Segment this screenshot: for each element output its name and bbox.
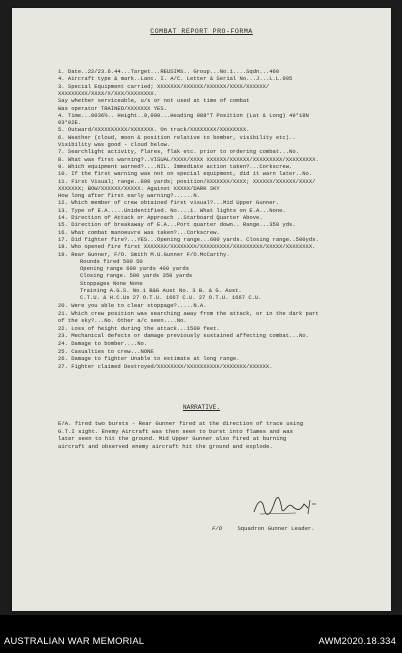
form-line: 19. Rear Gunner, F/O. Smith M.U.Gunner F/O.McCarthy. (58, 250, 230, 258)
gunner-table-row: Training A.G.S. No.1 B&G Aust No. 3 B. & G. Aust. (80, 286, 242, 294)
form-line: 7. Searchlight activity, flares, flak etc. prior to ordering combat...No. (58, 148, 299, 156)
form-line: 1. Date..22/23.6.44...Target...REUSIMS.. Group...No.1....Sqdn...460 (58, 68, 280, 75)
footer-accession-number: AWM2020.18.334 (318, 635, 396, 646)
form-line: 27. Fighter claimed Destroyed/XXXXXXXX/XXXXXXXXXX/XXXXXXX/XXXXXX. (58, 362, 273, 370)
form-line: 18. Who opened fire first XXXXXXX/XXXXXXXX/XXXXXXXXX/XXXXXXXXX/XXXXX/XXXXXXXX. (58, 243, 316, 251)
form-line: 4. Aircraft type & mark..Lanc. I. A/C. Letter & Serial No...J...L.L.905 (58, 75, 293, 83)
form-line: 3. Special Equipment carried; XXXXXXX/XXXXXX/XXXXXX/XXXX/XXXXXX/ (58, 82, 270, 90)
narrative-line: later seen to hit the ground. Mid Upper Gunner also fired at burning (58, 435, 287, 443)
report-page (12, 8, 391, 611)
form-line: 03°02E. (58, 119, 82, 127)
report-title: COMBAT REPORT PRO-FORMA (150, 28, 253, 35)
form-line: 6. Weather (cloud, moon & position relative to bomber, visibility etc).. (58, 133, 296, 141)
form-line: 8. What was first warning?..VISUAL/XXXX/XXXX XXXXXX/XXXXXX/XXXXXXXXX/XXXXXXXXX. (58, 155, 319, 163)
gunner-table-row: Closing range. 500 yards 350 yards (80, 272, 193, 280)
form-line: 12. Which member of crew obtained first visual?...Mid Upper Gunner. (58, 199, 280, 207)
form-line: 23. Mechanical defects or damage previously sustained affecting combat...No. (58, 332, 309, 340)
form-line: 13. Type of E.A.....Unidentified. No....1. What lights on E.A...None. (58, 206, 286, 214)
form-line: 9. Which equipment warned?....NIL. Immediate action taken?...Corkscrew. (58, 162, 293, 170)
form-line: XXXXXXXXX/XXXX/X/XXX/XXXXXXXX. (58, 89, 158, 97)
footer-institution: AUSTRALIAN WAR MEMORIAL (4, 635, 145, 646)
form-line: 10. If the first warning was not on special equipment, did it warn later..No. (58, 170, 313, 178)
gunner-table-row: Rounds fired 500 50 (80, 258, 143, 265)
narrative-line: G.T.I sight. Enemy Aircraft was then seen to burst into flames and was (58, 427, 293, 435)
form-line: 22. Loss of height during the attack...1500 feet. (58, 324, 220, 332)
form-line: Visibility was good - cloud below. (58, 141, 171, 148)
form-line: 26. Damage to fighter Unable to estimate at long range. (58, 355, 240, 363)
form-line: Say whether serviceable, u/s or not used at time of combat (58, 97, 250, 105)
form-line: Was operator TRAINED/XXXXXXX YES. (58, 104, 167, 112)
signature-role: Squadron Gunner Leader. (237, 525, 315, 532)
form-line: 4. Time...0036½.. Height..9,000...Heading 088°T Position (Lat & Long) 49°18N (58, 111, 309, 119)
form-line: 24. Damage to bomber....No. (58, 340, 148, 347)
form-line: How long after first early warning?......N. (58, 192, 200, 200)
signature-rank: F/O (212, 525, 223, 532)
form-line: 17. Did fighter fire?...YES...Opening range...600 yards. Closing range..500yds. (58, 235, 319, 243)
narrative-line: aircraft and observed enemy aircraft hit the ground and explode. (58, 442, 273, 450)
form-line: 14. Direction of Attack or Approach ..Starboard Quarter Above. (58, 214, 263, 221)
form-line: 25. Casualties to crew...NONE (58, 347, 154, 355)
gunner-table-row: C.T.U. & H.C.Us 27 O.T.U. 1667 C.U. 27 O.T.U. 1667 C.U. (80, 294, 262, 301)
form-line: 5. Outward/XXXXXXXXXX/XXXXXXX. On track/XXXXXXXX/XXXXXXXX. (58, 126, 250, 134)
narrative-title: NARRATIVE. (182, 404, 221, 411)
form-line: 11. First Visual; range..800 yards; position/XXXXXXX/XXXX; XXXXXX/XXXXXX/XXXX/ (58, 177, 316, 185)
signature-block (212, 525, 315, 532)
narrative-line: E/A. fired two bursts - Rear Gunner fired at the direction of trace using (58, 420, 304, 427)
form-line: 16. What combat manoeuvre was taken?...Corkscrew. (58, 228, 220, 236)
form-line: 15. Direction of breakaway of E.A...Port quarter down.. Range...350 yds. (58, 221, 296, 229)
form-line: 20. Were you able to clear stoppage?.....N.A. (58, 302, 207, 309)
footer-bar (0, 615, 402, 653)
form-line: 21. Which crew position was searching away from the attack, or in the dark part (58, 309, 319, 317)
gunner-table-row: Stoppages None None (80, 279, 143, 287)
form-line: XXXXXXX; BOW/XXXXXX/XXXXX. Against XXXXX/DARK SKY (58, 184, 220, 192)
handwritten-signature (250, 494, 322, 520)
gunner-table-row: Opening range 600 yards 400 yards (80, 265, 189, 273)
form-line: of the sky?...No. Other a/c seen....No. (58, 317, 187, 325)
